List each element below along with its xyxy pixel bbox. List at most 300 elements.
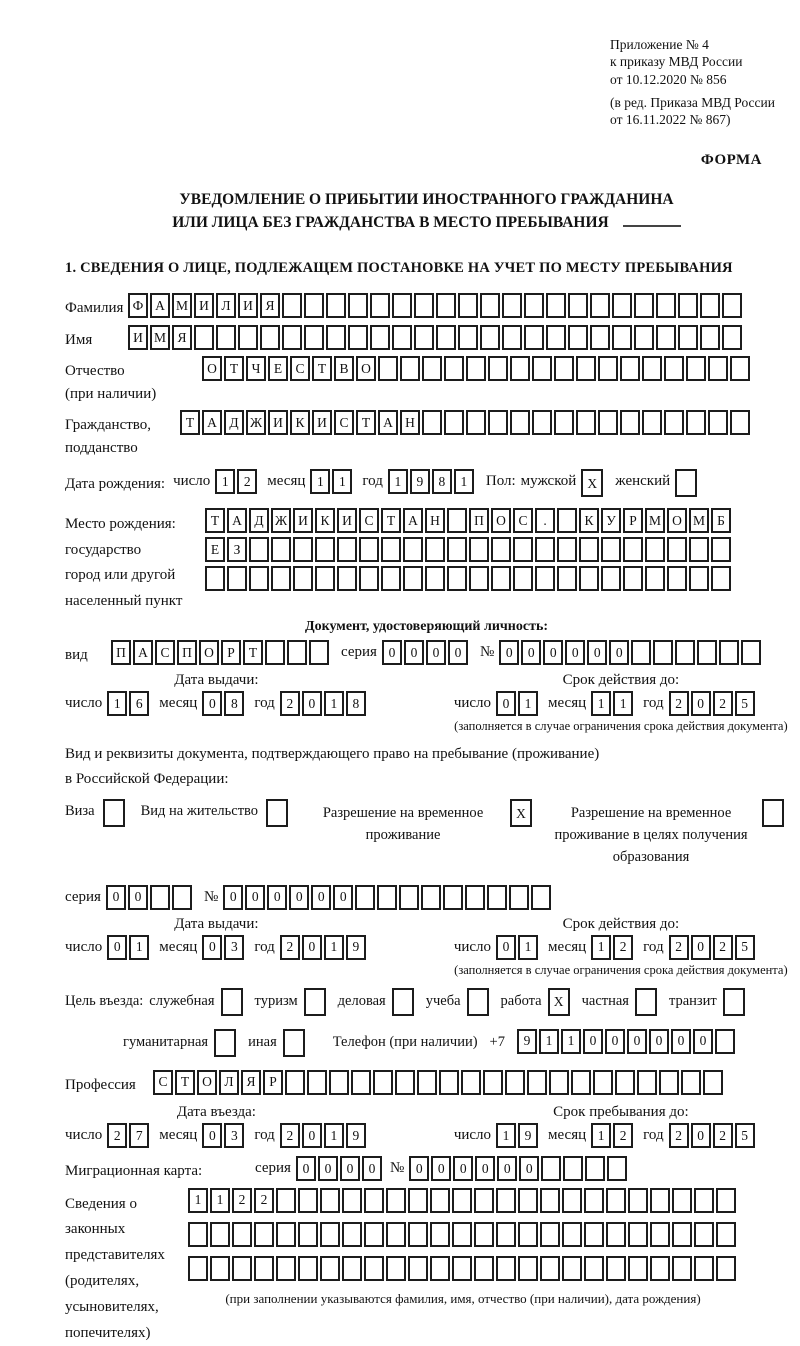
char-cell[interactable] [399, 885, 419, 910]
char-cell[interactable] [348, 293, 368, 318]
char-cell[interactable] [703, 1070, 723, 1095]
char-cell[interactable]: 0 [202, 691, 222, 716]
char-cell[interactable] [287, 640, 307, 665]
char-cell[interactable] [474, 1256, 494, 1281]
char-cell[interactable]: 0 [106, 885, 126, 910]
char-cell[interactable] [601, 566, 621, 591]
char-cell[interactable] [686, 410, 706, 435]
char-cell[interactable]: 2 [613, 935, 633, 960]
char-cell[interactable]: 0 [649, 1029, 669, 1054]
char-cell[interactable] [716, 1188, 736, 1213]
char-cell[interactable] [496, 1256, 516, 1281]
char-cell[interactable] [337, 566, 357, 591]
char-cell[interactable] [635, 988, 657, 1016]
char-cell[interactable] [700, 293, 720, 318]
char-cell[interactable]: 0 [409, 1156, 429, 1181]
char-cell[interactable] [637, 1070, 657, 1095]
char-cell[interactable] [265, 640, 285, 665]
char-cell[interactable] [355, 885, 375, 910]
char-cell[interactable] [642, 410, 662, 435]
char-cell[interactable] [741, 640, 761, 665]
char-cell[interactable] [568, 325, 588, 350]
char-cell[interactable] [210, 1222, 230, 1247]
char-cell[interactable] [285, 1070, 305, 1095]
char-cell[interactable] [276, 1222, 296, 1247]
char-cell[interactable]: 0 [202, 1123, 222, 1148]
char-cell[interactable]: 0 [691, 691, 711, 716]
char-cell[interactable]: 1 [129, 935, 149, 960]
char-cell[interactable]: 1 [613, 691, 633, 716]
char-cell[interactable]: 1 [496, 1123, 516, 1148]
char-cell[interactable] [631, 640, 651, 665]
char-cell[interactable] [422, 356, 442, 381]
char-cell[interactable]: 0 [223, 885, 243, 910]
char-cell[interactable] [444, 356, 464, 381]
char-cell[interactable]: 3 [224, 935, 244, 960]
char-cell[interactable] [422, 410, 442, 435]
char-cell[interactable]: 1 [561, 1029, 581, 1054]
char-cell[interactable] [205, 566, 225, 591]
char-cell[interactable] [436, 293, 456, 318]
char-cell[interactable] [606, 1222, 626, 1247]
char-cell[interactable]: С [290, 356, 310, 381]
char-cell[interactable] [562, 1222, 582, 1247]
char-cell[interactable] [452, 1222, 472, 1247]
char-cell[interactable]: М [689, 508, 709, 533]
char-cell[interactable]: 1 [518, 935, 538, 960]
char-cell[interactable] [386, 1222, 406, 1247]
char-cell[interactable] [293, 566, 313, 591]
char-cell[interactable]: 5 [735, 935, 755, 960]
char-cell[interactable] [686, 356, 706, 381]
char-cell[interactable] [417, 1070, 437, 1095]
char-cell[interactable] [650, 1188, 670, 1213]
char-cell[interactable] [642, 356, 662, 381]
char-cell[interactable]: Т [312, 356, 332, 381]
char-cell[interactable]: 2 [669, 1123, 689, 1148]
char-cell[interactable] [628, 1188, 648, 1213]
char-cell[interactable]: 0 [333, 885, 353, 910]
char-cell[interactable]: И [128, 325, 148, 350]
char-cell[interactable] [254, 1256, 274, 1281]
char-cell[interactable] [510, 410, 530, 435]
char-cell[interactable]: 1 [591, 935, 611, 960]
char-cell[interactable]: Ж [271, 508, 291, 533]
char-cell[interactable] [309, 640, 329, 665]
char-cell[interactable] [505, 1070, 525, 1095]
char-cell[interactable] [681, 1070, 701, 1095]
char-cell[interactable]: 0 [587, 640, 607, 665]
char-cell[interactable] [370, 293, 390, 318]
char-cell[interactable] [689, 566, 709, 591]
char-cell[interactable]: 2 [280, 691, 300, 716]
char-cell[interactable] [194, 325, 214, 350]
char-cell[interactable]: 1 [539, 1029, 559, 1054]
char-cell[interactable] [452, 1256, 472, 1281]
char-cell[interactable] [513, 537, 533, 562]
char-cell[interactable] [579, 537, 599, 562]
char-cell[interactable] [656, 293, 676, 318]
char-cell[interactable]: 8 [432, 469, 452, 494]
char-cell[interactable] [672, 1222, 692, 1247]
char-cell[interactable]: 0 [499, 640, 519, 665]
char-cell[interactable]: 9 [518, 1123, 538, 1148]
char-cell[interactable]: 0 [267, 885, 287, 910]
char-cell[interactable] [447, 508, 467, 533]
char-cell[interactable] [395, 1070, 415, 1095]
char-cell[interactable]: 1 [454, 469, 474, 494]
char-cell[interactable] [518, 1256, 538, 1281]
char-cell[interactable]: И [238, 293, 258, 318]
char-cell[interactable] [568, 293, 588, 318]
char-cell[interactable]: Н [400, 410, 420, 435]
char-cell[interactable]: Е [268, 356, 288, 381]
char-cell[interactable]: И [293, 508, 313, 533]
char-cell[interactable]: О [202, 356, 222, 381]
char-cell[interactable]: Н [425, 508, 445, 533]
char-cell[interactable] [535, 537, 555, 562]
char-cell[interactable] [443, 885, 463, 910]
char-cell[interactable] [414, 293, 434, 318]
char-cell[interactable] [436, 325, 456, 350]
char-cell[interactable]: 9 [410, 469, 430, 494]
char-cell[interactable]: 0 [107, 935, 127, 960]
char-cell[interactable]: Д [224, 410, 244, 435]
char-cell[interactable] [762, 799, 784, 827]
char-cell[interactable] [483, 1070, 503, 1095]
char-cell[interactable]: Р [623, 508, 643, 533]
char-cell[interactable] [722, 293, 742, 318]
char-cell[interactable] [425, 566, 445, 591]
char-cell[interactable]: 1 [332, 469, 352, 494]
char-cell[interactable] [238, 325, 258, 350]
char-cell[interactable]: Е [205, 537, 225, 562]
char-cell[interactable] [667, 537, 687, 562]
char-cell[interactable]: 0 [128, 885, 148, 910]
char-cell[interactable]: 0 [448, 640, 468, 665]
char-cell[interactable]: Т [243, 640, 263, 665]
char-cell[interactable] [496, 1188, 516, 1213]
char-cell[interactable] [315, 566, 335, 591]
char-cell[interactable]: 1 [324, 1123, 344, 1148]
char-cell[interactable] [465, 885, 485, 910]
char-cell[interactable] [276, 1256, 296, 1281]
char-cell[interactable] [563, 1156, 583, 1181]
char-cell[interactable]: А [150, 293, 170, 318]
char-cell[interactable] [221, 988, 243, 1016]
char-cell[interactable] [421, 885, 441, 910]
char-cell[interactable]: О [197, 1070, 217, 1095]
char-cell[interactable]: С [155, 640, 175, 665]
char-cell[interactable] [266, 799, 288, 827]
char-cell[interactable] [408, 1222, 428, 1247]
char-cell[interactable] [342, 1222, 362, 1247]
char-cell[interactable]: 2 [613, 1123, 633, 1148]
char-cell[interactable]: 0 [671, 1029, 691, 1054]
char-cell[interactable] [694, 1188, 714, 1213]
char-cell[interactable]: 0 [691, 1123, 711, 1148]
char-cell[interactable] [381, 566, 401, 591]
char-cell[interactable]: Т [224, 356, 244, 381]
char-cell[interactable] [392, 988, 414, 1016]
char-cell[interactable] [430, 1188, 450, 1213]
char-cell[interactable] [329, 1070, 349, 1095]
char-cell[interactable]: С [513, 508, 533, 533]
char-cell[interactable]: Я [241, 1070, 261, 1095]
char-cell[interactable] [700, 325, 720, 350]
char-cell[interactable] [689, 537, 709, 562]
char-cell[interactable] [697, 640, 717, 665]
char-cell[interactable] [628, 1222, 648, 1247]
char-cell[interactable]: 0 [583, 1029, 603, 1054]
char-cell[interactable] [672, 1256, 692, 1281]
char-cell[interactable]: Л [216, 293, 236, 318]
char-cell[interactable] [598, 356, 618, 381]
char-cell[interactable] [502, 325, 522, 350]
char-cell[interactable]: 0 [426, 640, 446, 665]
char-cell[interactable]: 2 [254, 1188, 274, 1213]
char-cell[interactable]: М [645, 508, 665, 533]
char-cell[interactable] [634, 325, 654, 350]
char-cell[interactable] [645, 537, 665, 562]
char-cell[interactable] [513, 566, 533, 591]
char-cell[interactable]: 0 [565, 640, 585, 665]
char-cell[interactable] [216, 325, 236, 350]
char-cell[interactable]: 6 [129, 691, 149, 716]
char-cell[interactable] [667, 566, 687, 591]
char-cell[interactable] [730, 410, 750, 435]
char-cell[interactable]: 9 [517, 1029, 537, 1054]
char-cell[interactable]: 2 [237, 469, 257, 494]
char-cell[interactable]: 8 [224, 691, 244, 716]
char-cell[interactable] [210, 1256, 230, 1281]
char-cell[interactable]: А [133, 640, 153, 665]
char-cell[interactable] [532, 356, 552, 381]
char-cell[interactable] [364, 1222, 384, 1247]
char-cell[interactable] [675, 640, 695, 665]
char-cell[interactable] [271, 566, 291, 591]
char-cell[interactable]: П [469, 508, 489, 533]
char-cell[interactable] [540, 1256, 560, 1281]
char-cell[interactable] [469, 566, 489, 591]
char-cell[interactable]: Т [175, 1070, 195, 1095]
char-cell[interactable] [351, 1070, 371, 1095]
char-cell[interactable] [716, 1222, 736, 1247]
char-cell[interactable]: 1 [324, 935, 344, 960]
char-cell[interactable]: 2 [713, 691, 733, 716]
char-cell[interactable] [444, 410, 464, 435]
char-cell[interactable]: Т [180, 410, 200, 435]
char-cell[interactable] [623, 537, 643, 562]
char-cell[interactable]: 8 [346, 691, 366, 716]
char-cell[interactable] [283, 1029, 305, 1057]
char-cell[interactable] [386, 1256, 406, 1281]
char-cell[interactable] [414, 325, 434, 350]
char-cell[interactable]: 0 [519, 1156, 539, 1181]
char-cell[interactable] [227, 566, 247, 591]
char-cell[interactable]: 2 [713, 935, 733, 960]
char-cell[interactable] [381, 537, 401, 562]
char-cell[interactable]: . [535, 508, 555, 533]
char-cell[interactable]: К [315, 508, 335, 533]
char-cell[interactable] [598, 410, 618, 435]
char-cell[interactable] [474, 1188, 494, 1213]
char-cell[interactable] [298, 1188, 318, 1213]
char-cell[interactable] [461, 1070, 481, 1095]
char-cell[interactable]: Т [381, 508, 401, 533]
char-cell[interactable] [466, 410, 486, 435]
char-cell[interactable]: X [581, 469, 603, 497]
char-cell[interactable] [509, 885, 529, 910]
char-cell[interactable] [430, 1256, 450, 1281]
char-cell[interactable] [400, 356, 420, 381]
char-cell[interactable]: Я [260, 293, 280, 318]
char-cell[interactable]: 0 [496, 935, 516, 960]
char-cell[interactable]: П [177, 640, 197, 665]
char-cell[interactable]: 1 [324, 691, 344, 716]
char-cell[interactable]: 7 [129, 1123, 149, 1148]
char-cell[interactable] [249, 566, 269, 591]
char-cell[interactable] [188, 1256, 208, 1281]
char-cell[interactable]: 1 [591, 691, 611, 716]
char-cell[interactable] [172, 885, 192, 910]
char-cell[interactable] [364, 1188, 384, 1213]
char-cell[interactable] [491, 566, 511, 591]
char-cell[interactable] [304, 988, 326, 1016]
char-cell[interactable] [496, 1222, 516, 1247]
char-cell[interactable]: 1 [591, 1123, 611, 1148]
char-cell[interactable]: 0 [543, 640, 563, 665]
char-cell[interactable] [664, 410, 684, 435]
char-cell[interactable]: Р [263, 1070, 283, 1095]
char-cell[interactable]: 0 [362, 1156, 382, 1181]
char-cell[interactable]: 0 [340, 1156, 360, 1181]
char-cell[interactable] [232, 1222, 252, 1247]
char-cell[interactable]: Л [219, 1070, 239, 1095]
char-cell[interactable] [620, 356, 640, 381]
char-cell[interactable] [249, 537, 269, 562]
char-cell[interactable]: X [510, 799, 532, 827]
char-cell[interactable] [540, 1222, 560, 1247]
char-cell[interactable] [524, 325, 544, 350]
char-cell[interactable]: С [334, 410, 354, 435]
char-cell[interactable] [491, 537, 511, 562]
char-cell[interactable] [474, 1222, 494, 1247]
char-cell[interactable]: Ч [246, 356, 266, 381]
char-cell[interactable] [694, 1222, 714, 1247]
char-cell[interactable]: 0 [302, 691, 322, 716]
char-cell[interactable] [620, 410, 640, 435]
char-cell[interactable] [531, 885, 551, 910]
char-cell[interactable] [634, 293, 654, 318]
char-cell[interactable]: 0 [453, 1156, 473, 1181]
char-cell[interactable]: 0 [382, 640, 402, 665]
char-cell[interactable]: С [359, 508, 379, 533]
char-cell[interactable] [576, 410, 596, 435]
char-cell[interactable]: 1 [188, 1188, 208, 1213]
char-cell[interactable] [293, 537, 313, 562]
char-cell[interactable]: В [334, 356, 354, 381]
char-cell[interactable] [524, 293, 544, 318]
char-cell[interactable] [447, 537, 467, 562]
char-cell[interactable] [254, 1222, 274, 1247]
char-cell[interactable] [659, 1070, 679, 1095]
char-cell[interactable]: 0 [404, 640, 424, 665]
char-cell[interactable] [527, 1070, 547, 1095]
char-cell[interactable] [585, 1156, 605, 1181]
char-cell[interactable]: Т [356, 410, 376, 435]
char-cell[interactable] [447, 566, 467, 591]
char-cell[interactable] [716, 1256, 736, 1281]
char-cell[interactable] [541, 1156, 561, 1181]
char-cell[interactable] [656, 325, 676, 350]
char-cell[interactable]: 0 [302, 1123, 322, 1148]
char-cell[interactable]: К [290, 410, 310, 435]
char-cell[interactable] [408, 1188, 428, 1213]
char-cell[interactable] [304, 293, 324, 318]
char-cell[interactable] [584, 1188, 604, 1213]
char-cell[interactable] [386, 1188, 406, 1213]
char-cell[interactable]: И [268, 410, 288, 435]
char-cell[interactable] [593, 1070, 613, 1095]
char-cell[interactable] [276, 1188, 296, 1213]
char-cell[interactable] [370, 325, 390, 350]
char-cell[interactable]: О [199, 640, 219, 665]
char-cell[interactable] [378, 356, 398, 381]
char-cell[interactable] [562, 1256, 582, 1281]
char-cell[interactable] [392, 293, 412, 318]
char-cell[interactable]: 0 [627, 1029, 647, 1054]
char-cell[interactable]: 0 [497, 1156, 517, 1181]
char-cell[interactable]: X [548, 988, 570, 1016]
char-cell[interactable] [408, 1256, 428, 1281]
char-cell[interactable]: М [150, 325, 170, 350]
char-cell[interactable] [425, 537, 445, 562]
char-cell[interactable]: А [378, 410, 398, 435]
char-cell[interactable] [715, 1029, 735, 1054]
char-cell[interactable] [320, 1222, 340, 1247]
char-cell[interactable] [467, 988, 489, 1016]
char-cell[interactable] [615, 1070, 635, 1095]
char-cell[interactable]: З [227, 537, 247, 562]
char-cell[interactable] [601, 537, 621, 562]
char-cell[interactable] [590, 293, 610, 318]
char-cell[interactable]: П [111, 640, 131, 665]
char-cell[interactable] [650, 1256, 670, 1281]
char-cell[interactable] [730, 356, 750, 381]
char-cell[interactable] [337, 537, 357, 562]
char-cell[interactable]: О [356, 356, 376, 381]
char-cell[interactable] [315, 537, 335, 562]
char-cell[interactable] [557, 508, 577, 533]
char-cell[interactable] [488, 356, 508, 381]
char-cell[interactable] [664, 356, 684, 381]
char-cell[interactable] [342, 1256, 362, 1281]
char-cell[interactable]: Ж [246, 410, 266, 435]
char-cell[interactable] [282, 293, 302, 318]
char-cell[interactable] [103, 799, 125, 827]
char-cell[interactable] [364, 1256, 384, 1281]
char-cell[interactable]: 0 [245, 885, 265, 910]
char-cell[interactable] [480, 293, 500, 318]
char-cell[interactable] [326, 293, 346, 318]
char-cell[interactable] [298, 1222, 318, 1247]
char-cell[interactable]: А [227, 508, 247, 533]
char-cell[interactable] [298, 1256, 318, 1281]
char-cell[interactable]: 2 [669, 935, 689, 960]
char-cell[interactable] [439, 1070, 459, 1095]
char-cell[interactable] [469, 537, 489, 562]
